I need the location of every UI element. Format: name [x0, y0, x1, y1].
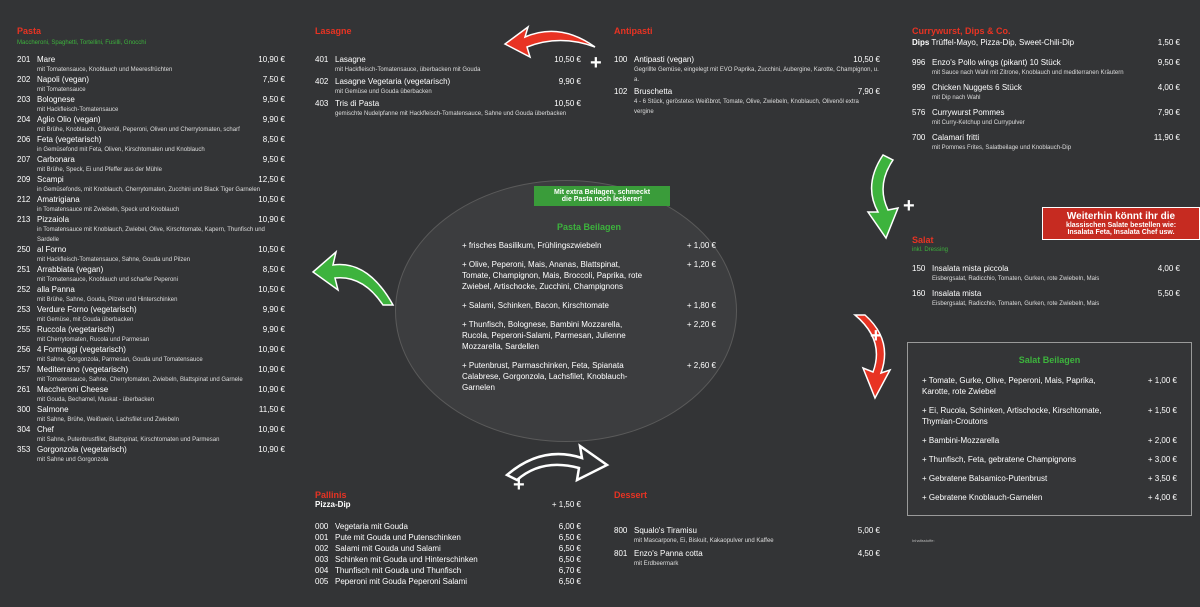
plus-icon: +	[462, 241, 469, 250]
menu-item	[17, 324, 285, 345]
beilage-label: Bambini-Mozzarella	[928, 436, 1000, 445]
pallinis-section	[315, 490, 581, 600]
item-description: in Gemüsefonds, mit Knoblauch, Cherrytomaten, Zucchini und Black Tiger Garnelen	[37, 187, 261, 193]
beilage-price: + 1,80 €	[686, 301, 716, 310]
salat-beilagen-list	[922, 375, 1177, 503]
menu-item	[315, 565, 581, 576]
item-price: 10,90 €	[258, 365, 285, 374]
beilage-text	[462, 360, 646, 393]
beilage-row	[462, 319, 716, 352]
item-price: 10,50 €	[554, 99, 581, 108]
item-name: Currywurst Pommes	[932, 108, 1005, 117]
notice-line: Insalata Feta, Insalata Chef usw.	[1067, 229, 1175, 236]
plus-icon: +	[922, 455, 929, 464]
pallinis-title: Pallinis	[315, 490, 347, 500]
item-number: 256	[17, 345, 31, 354]
item-description: mit Cherrytomaten, Rucola und Parmesan	[37, 337, 150, 343]
item-price: 5,00 €	[857, 526, 880, 535]
pallinis-subtitle: Pizza-Dip	[315, 500, 351, 509]
menu-item	[17, 214, 285, 245]
dessert-title: Dessert	[614, 490, 648, 500]
item-name: Chicken Nuggets 6 Stück	[932, 83, 1022, 92]
item-number: 250	[17, 245, 31, 254]
item-description: mit Hackfleisch-Tomatensauce, Sahne, Gouda und Pilzen	[37, 257, 191, 263]
extra-beilagen-notice	[534, 186, 670, 206]
dips-desc: Trüffel-Mayo, Pizza-Dip, Sweet-Chili-Dip	[931, 38, 1075, 47]
item-description: mit Gemüse und Gouda überbacken	[335, 89, 432, 95]
beilage-row	[462, 259, 716, 292]
beilage-label: frisches Basilikum, Frühlingszwiebeln	[468, 241, 602, 250]
item-price: 11,50 €	[258, 405, 285, 414]
plus-icon: +	[922, 474, 929, 483]
item-number: 300	[17, 405, 31, 414]
item-number: 002	[315, 544, 329, 553]
item-description: mit Dip nach Wahl	[932, 95, 981, 101]
item-description: mit Gemüse, mit Gouda überbacken	[37, 317, 134, 323]
beilage-row	[922, 405, 1177, 427]
item-price: 9,50 €	[262, 95, 285, 104]
item-price: 9,90 €	[262, 325, 285, 334]
item-description: mit Gouda, Bechamel, Muskat - überbacken	[37, 397, 155, 403]
plus-icon: +	[462, 361, 469, 370]
menu-item	[17, 94, 285, 115]
beilage-price: + 1,50 €	[1147, 406, 1177, 415]
beilage-label: Thunfisch, Bolognese, Bambini Mozzarella, Rucola, Peperoni-Salami, Parmesan, Julienne Mozzarella, Sardellen	[462, 320, 626, 351]
menu-item	[315, 54, 581, 75]
item-name: Mare	[37, 55, 56, 64]
salat-subtitle: inkl. Dressing	[912, 247, 949, 253]
item-number: 213	[17, 215, 31, 224]
item-name: Napoli (vegan)	[37, 75, 90, 84]
item-name: Antipasti (vegan)	[634, 55, 695, 64]
item-price: 12,50 €	[258, 175, 285, 184]
item-number: 150	[912, 264, 926, 273]
menu-item	[17, 304, 285, 325]
item-description: Eisbergsalat, Radicchio, Tomaten, Gurken, rote Zwiebeln, Mais	[932, 276, 1100, 282]
item-description: mit Erdbeermark	[634, 561, 679, 567]
beilage-price: + 3,00 €	[1147, 455, 1177, 464]
pasta-list	[17, 54, 285, 465]
item-price: 10,90 €	[258, 385, 285, 394]
plus-icon: +	[903, 195, 915, 217]
pasta-beilagen	[462, 222, 716, 401]
beilage-text	[462, 319, 646, 352]
item-number: 000	[315, 522, 329, 531]
plus-icon: +	[922, 493, 929, 502]
item-number: 304	[17, 425, 31, 434]
item-description: mit Brühe, Speck, Ei und Pfeffer aus der Mühle	[37, 167, 162, 173]
item-price: 10,50 €	[258, 285, 285, 294]
antipasti-list	[614, 54, 880, 117]
item-description: mit Sahne und Gorgonzola	[37, 457, 109, 463]
menu-item	[17, 284, 285, 305]
pallinis-list	[315, 521, 581, 587]
item-name: Schinken mit Gouda und Hinterschinken	[335, 555, 478, 564]
beilage-row	[922, 435, 1177, 446]
item-description: mit Mascarpone, Ei, Biskuit, Kakaopulver und Kaffee	[634, 538, 774, 544]
pasta-beilagen-title: Pasta Beilagen	[556, 222, 622, 232]
item-name: alla Panna	[37, 285, 75, 294]
item-description: mit Tomatensauce, Knoblauch und Meeresfrüchten	[37, 67, 173, 73]
item-name: al Forno	[37, 245, 67, 254]
menu-item	[17, 134, 285, 155]
menu-item	[17, 424, 285, 445]
pasta-beilagen-list	[462, 240, 716, 393]
ingredients-legend	[912, 538, 1192, 544]
plus-icon: +	[462, 260, 469, 269]
beilage-label: Gebratene Knoblauch-Garnelen	[928, 493, 1043, 502]
antipasti-title: Antipasti	[614, 26, 653, 36]
item-name: Squalo's Tiramisu	[634, 526, 697, 535]
beilage-label: Olive, Peperoni, Mais, Ananas, Blattspinat, Tomate, Champignon, Mais, Broccoli, Paprika, rote Zwiebel, Artischocke, Zucchini, Champignons	[462, 260, 643, 291]
currywurst-title: Currywurst, Dips & Co.	[912, 26, 1011, 36]
item-description: mit Tomatensauce, Sahne, Cherrytomaten, Zwiebeln, Blattspinat und Garnele	[37, 377, 243, 383]
item-description: mit Tomatensauce	[37, 87, 86, 93]
menu-item	[17, 114, 285, 135]
item-price: 9,90 €	[558, 77, 581, 86]
menu-item	[315, 576, 581, 587]
menu-item	[912, 288, 1180, 309]
beilage-row	[462, 240, 716, 251]
item-description: mit Sauce nach Wahl mit Zitrone, Knoblauch und mediterranen Kräutern	[932, 70, 1124, 76]
item-number: 005	[315, 577, 329, 586]
beilage-label: Tomate, Gurke, Olive, Peperoni, Mais, Paprika, Karotte, rote Zwiebel	[922, 376, 1096, 396]
item-name: Salami mit Gouda und Salami	[335, 544, 441, 553]
menu-item	[912, 57, 1180, 78]
menu-item	[17, 344, 285, 365]
item-description: in Tomatensauce mit Knoblauch, Zwiebel, Olive, Kirschtomate, Kapern, Thunfisch und Sardelle	[37, 227, 265, 243]
item-number: 800	[614, 526, 628, 535]
beilage-label: Thunfisch, Feta, gebratene Champignons	[928, 455, 1076, 464]
dessert-section	[614, 490, 880, 600]
notice-line: die Pasta noch leckerer!	[561, 196, 643, 203]
item-name: Vegetaria mit Gouda	[335, 522, 408, 531]
item-number: 253	[17, 305, 31, 314]
item-price: 6,50 €	[558, 577, 581, 586]
item-name: Lasagne	[335, 55, 366, 64]
item-number: 403	[315, 99, 329, 108]
item-price: 10,90 €	[258, 425, 285, 434]
item-name: Insalata mista	[932, 289, 982, 298]
item-name: Insalata mista piccola	[932, 264, 1009, 273]
item-number: 160	[912, 289, 926, 298]
item-description: in Gemüsefond mit Feta, Oliven, Kirschtomaten und Knoblauch	[37, 147, 205, 153]
menu-item	[614, 54, 880, 85]
beilage-text	[922, 454, 1107, 465]
item-name: Mediterrano (vegetarisch)	[37, 365, 129, 374]
item-price: 7,90 €	[1157, 108, 1180, 117]
menu-item	[17, 194, 285, 215]
item-price: 4,00 €	[1157, 83, 1180, 92]
item-number: 206	[17, 135, 31, 144]
item-price: 10,50 €	[258, 195, 285, 204]
item-name: Arrabbiata (vegan)	[37, 265, 104, 274]
item-name: Salmone	[37, 405, 69, 414]
notice-line: klassischen Salate bestellen wie:	[1065, 222, 1177, 229]
notice-line: Mit extra Beilagen, schmeckt	[553, 189, 651, 196]
item-price: 10,90 €	[258, 55, 285, 64]
item-description: Gegrillte Gemüse, eingelegt mit EVO Paprika, Zucchini, Aubergine, Karotte, Champignon, u. a.	[634, 67, 879, 83]
dips-price: 1,50 €	[1157, 38, 1180, 47]
item-number: 999	[912, 83, 926, 92]
item-description: mit Pommes Frites, Salatbeilage und Knoblauch-Dip	[932, 145, 1072, 151]
plus-icon: +	[462, 301, 469, 310]
item-description: gemischte Nudelpfanne mit Hackfleisch-Tomatensauce, Sahne und Gouda überbacken	[335, 111, 567, 117]
item-number: 102	[614, 87, 628, 96]
menu-item	[17, 444, 285, 465]
item-description: mit Sahne, Gorgonzola, Parmesan, Gouda und Tomatensauce	[37, 357, 203, 363]
item-number: 204	[17, 115, 31, 124]
item-number: 212	[17, 195, 31, 204]
item-price: 6,00 €	[558, 522, 581, 531]
menu-item	[17, 74, 285, 95]
item-number: 576	[912, 108, 926, 117]
item-price: 10,90 €	[258, 445, 285, 454]
menu-item	[17, 154, 285, 175]
item-name: Peperoni mit Gouda Peperoni Salami	[335, 577, 468, 586]
plus-icon: +	[513, 474, 525, 496]
menu-item	[17, 264, 285, 285]
menu-item	[315, 521, 581, 532]
beilage-price: + 1,20 €	[686, 260, 716, 269]
item-number: 801	[614, 549, 628, 558]
salat-section	[912, 235, 1180, 335]
item-name: Amatrigiana	[37, 195, 80, 204]
item-price: 10,50 €	[258, 245, 285, 254]
beilage-text	[922, 473, 1107, 484]
item-name: Pizzaiola	[37, 215, 70, 224]
item-description: mit Brühe, Sahne, Gouda, Pilzen und Hinterschinken	[37, 297, 178, 303]
menu-item	[614, 548, 880, 569]
item-description: mit Hackfleisch-Tomatensauce	[37, 107, 119, 113]
beilage-row	[922, 375, 1177, 397]
item-number: 700	[912, 133, 926, 142]
plus-icon: +	[462, 320, 469, 329]
item-name: Maccheroni Cheese	[37, 385, 109, 394]
item-number: 207	[17, 155, 31, 164]
item-name: 4 Formaggi (vegetarisch)	[37, 345, 126, 354]
plus-icon: +	[870, 325, 882, 347]
plus-icon: +	[922, 376, 929, 385]
pasta-title: Pasta	[17, 26, 42, 36]
item-price: 8,50 €	[262, 135, 285, 144]
menu-item	[315, 532, 581, 543]
item-description: Eisbergsalat, Radicchio, Tomaten, Gurken, rote Zwiebeln, Mais	[932, 301, 1100, 307]
item-price: 9,50 €	[1157, 58, 1180, 67]
item-price: 4,50 €	[857, 549, 880, 558]
item-price: 6,50 €	[558, 555, 581, 564]
item-name: Calamari fritti	[932, 133, 980, 142]
menu-item	[17, 404, 285, 425]
beilage-text	[922, 492, 1107, 503]
menu-item	[17, 54, 285, 75]
lasagne-title: Lasagne	[315, 26, 352, 36]
lasagne-list	[315, 54, 581, 119]
item-price: 9,50 €	[262, 155, 285, 164]
item-description: mit Curry-Ketchup und Currypulver	[932, 120, 1025, 126]
beilage-price: + 1,00 €	[1147, 376, 1177, 385]
legend-title: Inhaltsstoffe:	[912, 538, 935, 543]
beilage-row	[922, 454, 1177, 465]
item-name: Scampi	[37, 175, 64, 184]
item-description: mit Sahne, Putenbrustfilet, Blattspinat, Kirschtomaten und Parmesan	[37, 437, 220, 443]
item-description: in Tomatensauce mit Zwiebeln, Speck und Knoblauch	[37, 207, 180, 213]
item-number: 209	[17, 175, 31, 184]
plus-icon: +	[922, 436, 929, 445]
menu-item	[912, 263, 1180, 284]
dips-label: Dips	[912, 38, 930, 47]
menu-item	[912, 82, 1180, 103]
menu-item	[912, 132, 1180, 153]
menu-item	[17, 174, 285, 195]
item-price: 8,50 €	[262, 265, 285, 274]
item-description: mit Brühe, Knoblauch, Olivenöl, Peperoni, Oliven und Cherrytomaten, scharf	[37, 127, 240, 133]
item-price: 9,90 €	[262, 115, 285, 124]
item-number: 402	[315, 77, 329, 86]
beilage-text	[922, 435, 1107, 446]
menu-item	[17, 384, 285, 405]
beilage-label: Gebratene Balsamico-Putenbrust	[928, 474, 1048, 483]
item-name: Gorgonzola (vegetarisch)	[37, 445, 127, 454]
plus-icon: +	[590, 52, 602, 74]
beilage-label: Ei, Rucola, Schinken, Artischocke, Kirschtomate, Thymian-Croutons	[922, 406, 1102, 426]
item-number: 203	[17, 95, 31, 104]
item-number: 201	[17, 55, 31, 64]
beilage-price: + 3,50 €	[1147, 474, 1177, 483]
item-number: 004	[315, 566, 329, 575]
menu-item	[315, 554, 581, 565]
item-name: Lasagne Vegetaria (vegetarisch)	[335, 77, 451, 86]
beilage-price: + 4,00 €	[1147, 493, 1177, 502]
beilage-label: Salami, Schinken, Bacon, Kirschtomate	[468, 301, 609, 310]
menu-item	[614, 525, 880, 546]
item-number: 003	[315, 555, 329, 564]
beilage-text	[922, 375, 1107, 397]
menu-item	[912, 107, 1180, 128]
item-number: 251	[17, 265, 31, 274]
item-price: 6,50 €	[558, 533, 581, 542]
dips-row	[912, 38, 1180, 47]
curry-list	[912, 57, 1180, 153]
item-name: Aglio Olio (vegan)	[37, 115, 101, 124]
item-name: Enzo's Panna cotta	[634, 549, 703, 558]
item-number: 261	[17, 385, 31, 394]
plus-icon: +	[922, 406, 929, 415]
beilage-row	[922, 473, 1177, 484]
item-name: Bruschetta	[634, 87, 673, 96]
item-name: Carbonara	[37, 155, 75, 164]
notice-line: Weiterhin könnt ihr die	[1066, 211, 1176, 222]
item-price: 6,50 €	[558, 544, 581, 553]
item-price: 11,90 €	[1153, 133, 1180, 142]
item-number: 996	[912, 58, 926, 67]
item-name: Ruccola (vegetarisch)	[37, 325, 115, 334]
pasta-section	[17, 0, 285, 607]
item-name: Tris di Pasta	[335, 99, 380, 108]
beilage-price: + 2,20 €	[686, 320, 716, 329]
item-price: 5,50 €	[1157, 289, 1180, 298]
menu-item	[17, 364, 285, 385]
item-price: 6,70 €	[558, 566, 581, 575]
beilage-price: + 2,60 €	[686, 361, 716, 370]
item-number: 001	[315, 533, 329, 542]
menu-item	[315, 98, 581, 119]
item-number: 401	[315, 55, 329, 64]
menu-item	[614, 86, 880, 117]
item-description: mit Sahne, Brühe, Weißwein, Lachsfilet und Zwiebeln	[37, 417, 179, 423]
item-price: 7,50 €	[262, 75, 285, 84]
salat-title: Salat	[912, 235, 934, 245]
pasta-subtitle: Maccheroni, Spaghetti, Tortellini, Fusilli, Gnocchi	[17, 40, 146, 46]
item-name: Bolognese	[37, 95, 75, 104]
beilage-text	[462, 240, 646, 251]
item-price: 7,90 €	[857, 87, 880, 96]
item-price: 9,90 €	[262, 305, 285, 314]
item-number: 257	[17, 365, 31, 374]
beilage-text	[462, 259, 646, 292]
item-name: Thunfisch mit Gouda und Thunfisch	[335, 566, 462, 575]
menu-item	[315, 543, 581, 554]
item-number: 353	[17, 445, 31, 454]
beilage-text	[922, 405, 1107, 427]
item-price: 10,90 €	[258, 345, 285, 354]
item-price: 10,50 €	[554, 55, 581, 64]
pizza-dip-price: + 1,50 €	[551, 500, 581, 509]
item-price: 4,00 €	[1157, 264, 1180, 273]
beilage-row	[922, 492, 1177, 503]
beilage-row	[462, 300, 716, 311]
dessert-list	[614, 525, 880, 569]
salat-beilagen-box	[907, 342, 1192, 516]
item-name: Chef	[37, 425, 54, 434]
item-description: mit Hackfleisch-Tomatensauce, überbacken mit Gouda	[335, 67, 481, 73]
beilage-text	[462, 300, 646, 311]
item-number: 202	[17, 75, 31, 84]
menu-item	[315, 76, 581, 97]
item-name: Verdure Forno (vegetarisch)	[37, 305, 137, 314]
beilage-price: + 1,00 €	[686, 241, 716, 250]
item-price: 10,90 €	[258, 215, 285, 224]
item-name: Feta (vegetarisch)	[37, 135, 102, 144]
menu-item	[17, 244, 285, 265]
beilage-row	[462, 360, 716, 393]
item-number: 100	[614, 55, 628, 64]
item-description: 4 - 6 Stück, geröstetes Weißbrot, Tomate, Olive, Zwiebeln, Knoblauch, Olivenöl extra vergine	[634, 99, 859, 115]
item-number: 255	[17, 325, 31, 334]
item-number: 252	[17, 285, 31, 294]
item-name: Pute mit Gouda und Putenschinken	[335, 533, 461, 542]
item-description: mit Tomatensauce, Knoblauch und scharfer Peperoni	[37, 277, 178, 283]
item-price: 10,50 €	[853, 55, 880, 64]
salat-list	[912, 263, 1180, 309]
beilage-label: Putenbrust, Parmaschinken, Feta, Spianata Calabrese, Gorgonzola, Lachsfilet, Knoblauch-Garnelen	[462, 361, 628, 392]
salat-beilagen-title: Salat Beilagen	[1018, 355, 1081, 365]
item-name: Enzo's Pollo wings (pikant) 10 Stück	[932, 58, 1061, 67]
beilage-price: + 2,00 €	[1147, 436, 1177, 445]
